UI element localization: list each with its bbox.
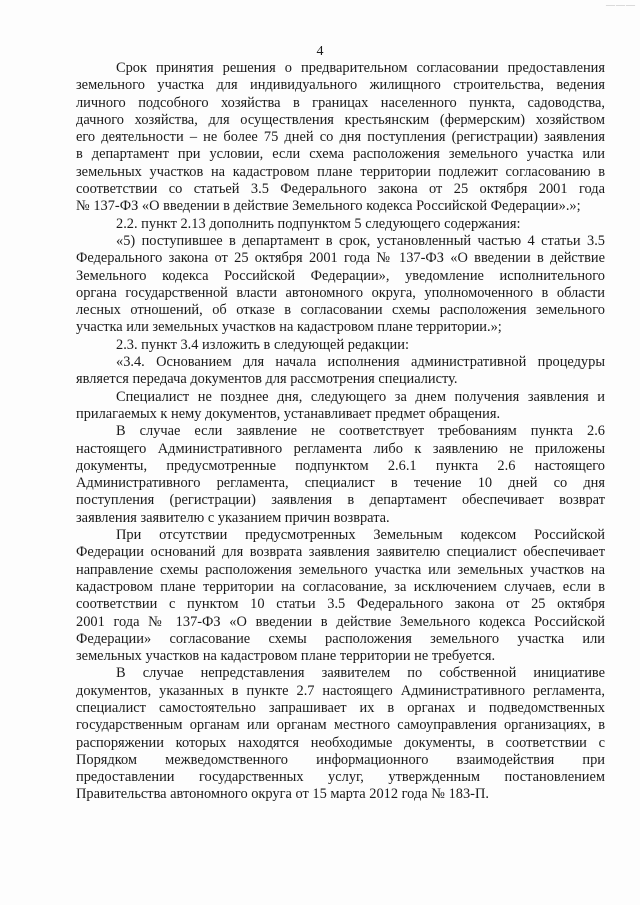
text-line: № 137-ФЗ «О введении в действие Земельного кодекса Российской Федерации».»;	[76, 198, 581, 215]
text-line: распоряжении которых находятся необходимые документы, в соответствии с	[76, 734, 605, 751]
text-line: «3.4. Основанием для начала исполнения административной процедуры	[116, 354, 605, 371]
text-line: органа государственной власти автономного округа, уполномоченного в области	[76, 284, 605, 301]
text-line: Административного регламента, специалист в течение 10 дней со дня	[76, 475, 605, 492]
paragraph-item-2-3	[76, 337, 605, 354]
text-line: В случае если заявление не соответствует требованиям пункта 2.6	[116, 423, 605, 440]
text-line: в департамент при условии, если схема расположения земельного участка или	[76, 146, 605, 163]
text-line: Срок принятия решения о предварительном согласовании предоставления	[116, 60, 605, 76]
text-line: кадастровом плане территории на согласование, за исключением случаев, если в	[76, 578, 605, 595]
text-line: направление схемы расположения земельного участка или земельных участков на	[76, 561, 605, 578]
text-line: земельных участков на кадастровом плане территории подлежит согласованию в	[76, 163, 605, 180]
text-line: прилагаемых к нему документов, устанавливает предмет обращения.	[76, 405, 501, 422]
paragraph-subitem-5	[76, 233, 605, 337]
text-line: является передача документов для рассмотрения специалисту.	[76, 371, 458, 388]
text-line: участка или земельных участков на кадастровом плане территории.»;	[76, 319, 502, 336]
text-line: соответствии с пунктом 10 статьи 3.5 Федерального закона от 25 октября	[76, 596, 605, 613]
text-line: В случае непредставления заявителем по собственной инициативе	[116, 665, 605, 682]
text-line: его деятельности – не более 75 дней со дня поступления (регистрации) заявления	[76, 129, 605, 146]
paragraph-item-2-2	[76, 216, 605, 233]
paragraph-interagency-request	[76, 665, 605, 803]
text-line: При отсутствии предусмотренных Земельным кодексом Российской	[116, 527, 605, 544]
text-line: 2001 года № 137-ФЗ «О введении в действие Земельного кодекса Российской	[76, 613, 605, 630]
text-line: Правительства автономного округа от 15 марта 2012 года № 183-П.	[76, 786, 489, 803]
paragraph-item-3-4	[76, 354, 605, 389]
paragraph-return-application	[76, 423, 605, 527]
text-line: 2.3. пункт 3.4 изложить в следующей редакции:	[116, 336, 409, 353]
corner-scan-mark: ———	[606, 0, 636, 10]
text-line: дачного хозяйства, для осуществления крестьянским (фермерским) хозяйством	[76, 111, 605, 128]
text-line: Федерации» согласование схемы расположения земельного участка или	[76, 630, 605, 647]
text-line: «5) поступившее в департамент в срок, установленный частью 4 статьи 3.5	[116, 232, 605, 249]
text-line: документов, указанных в пункте 2.7 настоящего Административного регламента,	[76, 682, 605, 699]
text-line: соответствии со статьей 3.5 Федерального закона от 25 октября 2001 года	[76, 181, 605, 198]
text-line: поступления (регистрации) заявления в департамент обеспечивает возврат	[76, 492, 605, 509]
text-line: Земельного кодекса Российской Федерации», уведомление исполнительного	[76, 267, 605, 284]
text-line: земельных участков на кадастровом плане территории не требуется.	[76, 648, 496, 665]
text-line: документы, предусмотренные подпунктом 2.6.1 пункта 2.6 настоящего	[76, 457, 605, 474]
text-line: Федерации оснований для возврата заявления заявителю специалист обеспечивает	[76, 544, 605, 561]
text-line: настоящего Административного регламента либо к заявлению не приложены	[76, 440, 605, 457]
text-line: заявления заявителю с указанием причин возврата.	[76, 509, 390, 526]
paragraph-scheme-approval	[76, 527, 605, 665]
text-line: Специалист не позднее дня, следующего за днем получения заявления и	[116, 388, 605, 405]
text-line: личного подсобного хозяйства в границах населенного пункта, садоводства,	[76, 94, 605, 111]
paragraph-specialist-deadline	[76, 389, 605, 424]
text-line: земельного участка для индивидуального жилищного строительства, ведения	[76, 77, 605, 94]
text-line: предоставлении государственных услуг, утвержденным постановлением	[76, 769, 605, 786]
text-line: лесных отношений, об отказе в согласовании схемы расположения земельного	[76, 302, 605, 319]
paragraph-decision-deadline	[76, 60, 605, 216]
text-line: специалист самостоятельно запрашивает их в органах и подведомственных	[76, 699, 605, 716]
text-line: 2.2. пункт 2.13 дополнить подпунктом 5 следующего содержания:	[116, 215, 521, 232]
text-line: Федерального закона от 25 октября 2001 года № 137-ФЗ «О введении в действие	[76, 250, 605, 267]
document-body	[76, 60, 605, 804]
page-number: 4	[316, 44, 324, 59]
text-line: государственным органам или органам местного самоуправления организациях, в	[76, 717, 605, 734]
text-line: Порядком межведомственного информационного взаимодействия при	[76, 751, 605, 768]
